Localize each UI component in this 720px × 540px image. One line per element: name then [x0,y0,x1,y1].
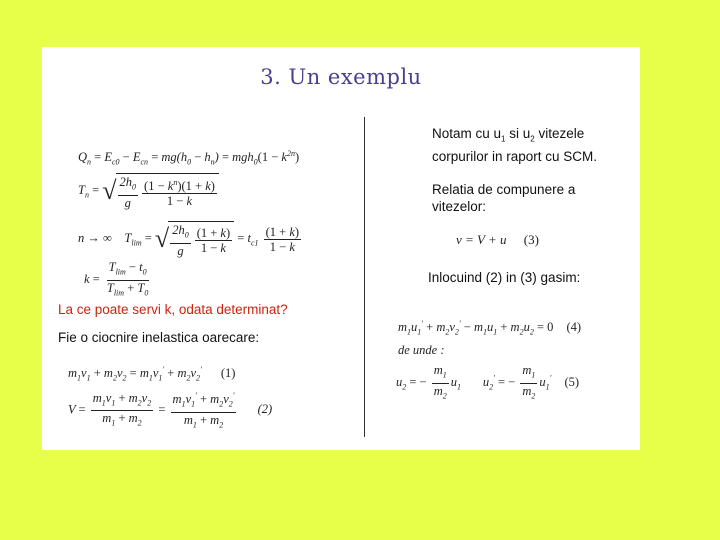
column-divider [364,117,365,437]
equation-1-label: (1) [220,366,236,381]
equation-4-label: (4) [566,320,582,335]
equation-4: $m_1u_1' + m_2v_2' - m_1u_1 + m_2u_2 = 0$ (4) [398,319,582,337]
question-text: La ce poate servi k, odata determinat? [58,302,288,317]
equation-t-n: $T_n$ = √ $\frac{2h_0}{g}$ $\frac{(1 - k^n)(1 + k)}{1 - k}$ [78,173,219,210]
de-unde-text: de unde : [398,343,445,357]
equation-q-n: $Q_n = E_{c0} - E_{cn} = mg(h_0 - h_n) = mgh_0(1 - k^{2n})$ [78,149,300,167]
equation-1: $m_1v_1 + m_2v_2 = m_1v_1' + m_2v_2'$ (1) [68,365,236,383]
equation-5-label: (5) [564,374,580,389]
relation-text: Relatia de compunere a vitezelor: [432,182,576,214]
equation-k: k = $\frac{T_{lim} - t_0}{T_{lim} + T_0}$ [84,260,149,297]
equation-5: $u_2$ = − $\frac{m_1}{m_2}$ $u_1$ $u_2'$ = − $\frac{m_1}{m_2}$ $u_1'$ (5) [396,363,580,400]
equation-2-label: (2) [257,402,273,417]
notation-text: Notam cu $u_1$ si $u_2$ vitezele corpurilor in raport cu SCM. [432,126,598,164]
equation-3: v = V + u (3) [456,232,539,247]
inelastic-intro-text: Fie o ciocnire inelastica oarecare: [58,330,260,345]
equation-t-lim: n → ∞ $T_{lim}$ = √ $\frac{2h_0}{g}$ $\frac{(1 + k)}{1 - k}$ = $t_{c1}$ $\frac{(1 + k)}{1 - k}$ [78,223,300,258]
slide-title: 3. Un exemplu [260,65,422,89]
equation-2: V = $\frac{m_1v_1 + m_2v_2}{m_1 + m_2}$ = $\frac{m_1v_1' + m_2v_2'}{m_1 + m_2}$ (2) [68,390,273,430]
substitute-text: Inlocuind (2) in (3) gasim: [428,270,581,285]
slide [42,47,640,450]
equation-3-label: (3) [523,232,539,247]
